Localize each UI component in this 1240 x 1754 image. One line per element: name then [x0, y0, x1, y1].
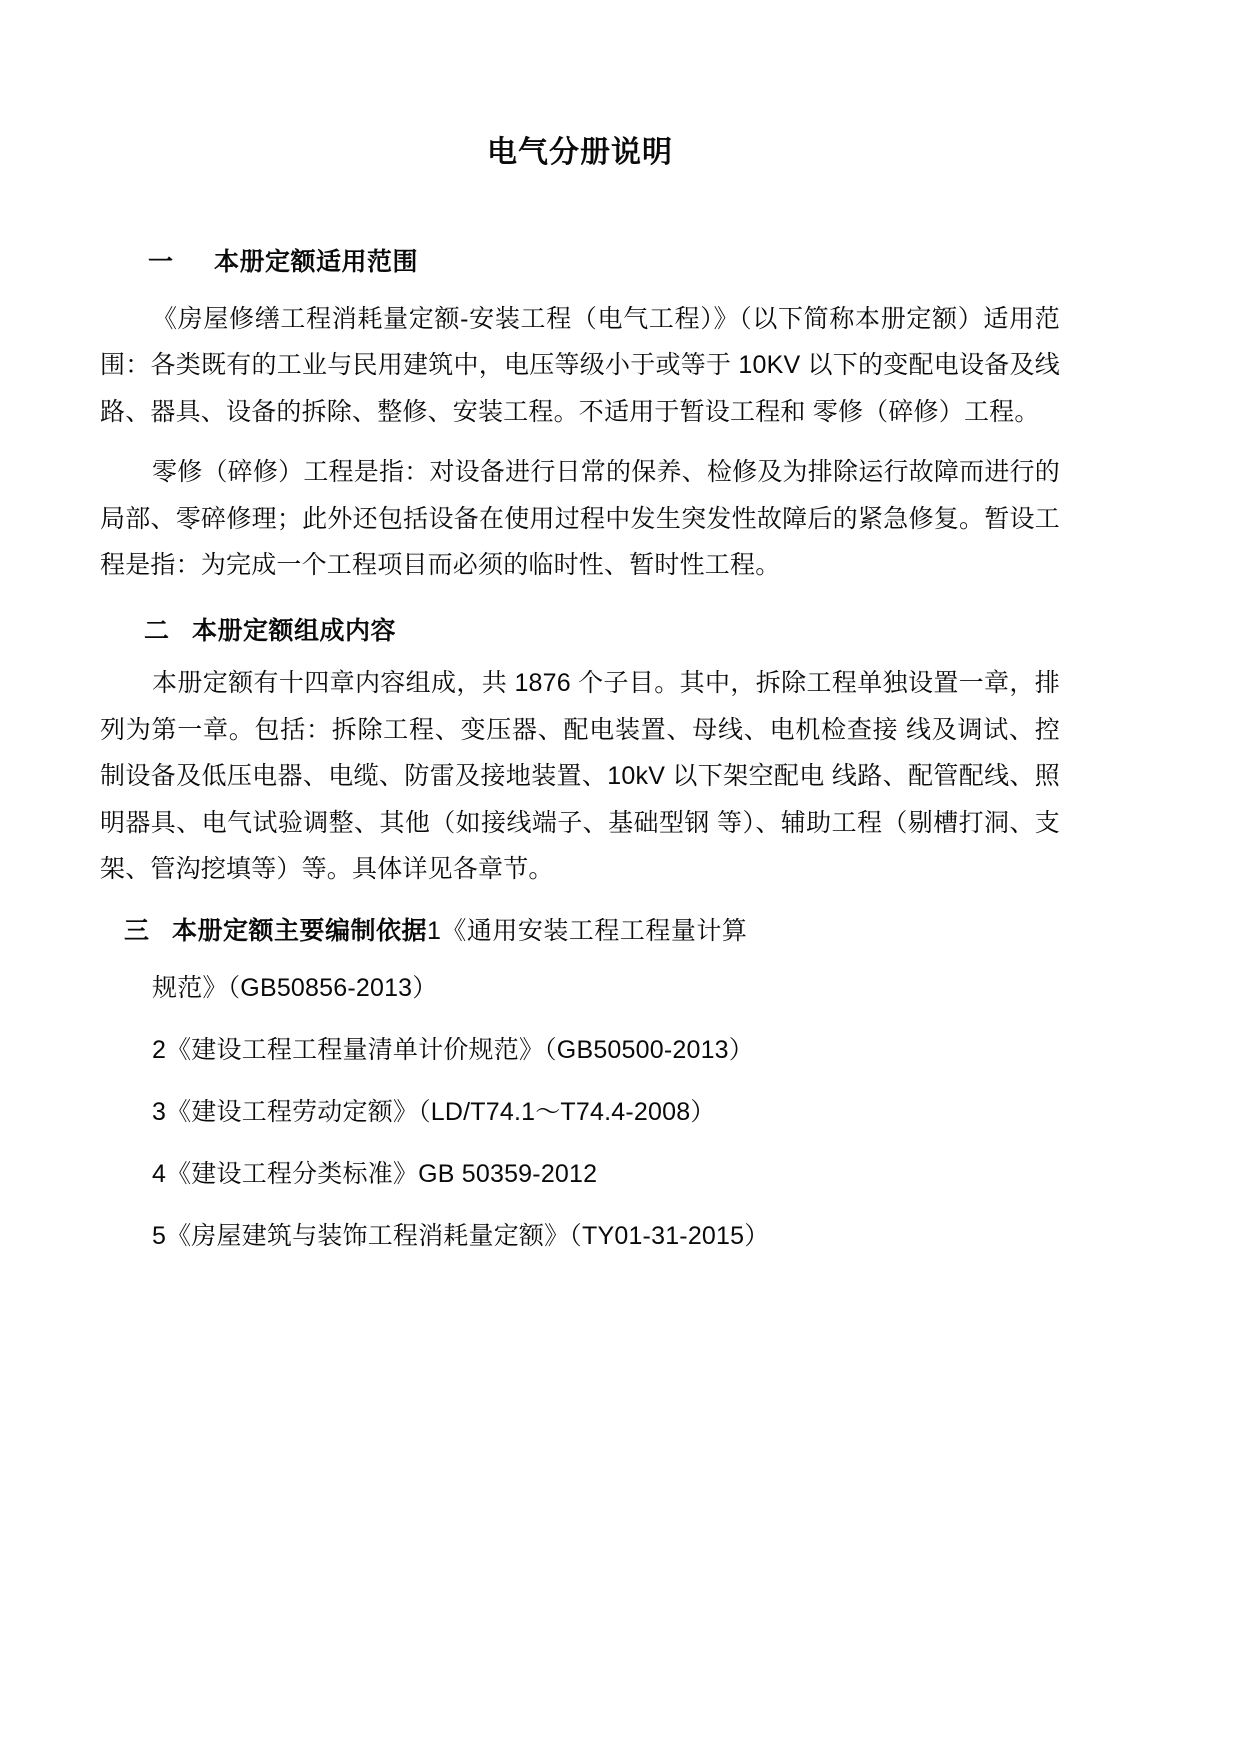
section-title-two: 本册定额组成内容	[192, 616, 397, 645]
reference-item-1-inline: 1《通用安装工程工程量计算	[427, 916, 748, 945]
section-number-two: 二	[144, 616, 170, 645]
section-title-three: 本册定额主要编制依据	[172, 916, 428, 945]
section-one-paragraph-1: 《房屋修缮工程消耗量定额-安装工程（电气工程）》（以下简称本册定额）适用范围：各类既有的工业与民用建筑中，电压等级小于或等于 10KV 以下的变配电设备及线路、器具、设备的拆除、整修、安装工程。不适用于暂设工程和 零修（碎修）工程。	[100, 304, 1060, 426]
reference-item-2: 2《建设工程工程量清单计价规范》（GB50500-2013）	[152, 1036, 754, 1064]
section-heading-two	[100, 589, 1060, 651]
section-number-one: 一	[148, 248, 174, 276]
section-title-one: 本册定额适用范围	[214, 248, 419, 276]
reference-item-4: 4《建设工程分类标准》GB 50359-2012	[152, 1160, 598, 1188]
section-two-paragraph-1: 本册定额有十四章内容组成，共 1876 个子目。其中，拆除工程单独设置一章，排列为第一章。包括：拆除工程、变压器、配电装置、母线、电机检查接 线及调试、控制设备及低压电器、电缆、防雷及接地装置、10kV 以下架空配电 线路、配管配线、照明器具、电气试验调整、其他（如接线端子、基础型钢 等）、辅助工程（剔槽打洞、支架、管沟挖填等）等。具体详见各章节。	[100, 669, 1060, 883]
section-number-three: 三	[124, 916, 150, 945]
reference-list	[100, 1008, 1060, 1256]
page-content	[100, 0, 1060, 1256]
reference-item-1-continued: 规范》（GB50856-2013）	[152, 974, 438, 1002]
reference-item-3: 3《建设工程劳动定额》（LD/T74.1～T74.4-2008）	[152, 1098, 716, 1126]
reference-item-5: 5《房屋建筑与装饰工程消耗量定额》（TY01-31-2015）	[152, 1222, 770, 1250]
section-one-paragraph-2: 零修（碎修）工程是指：对设备进行日常的保养、检修及为排除运行故障而进行的局部、零碎修理；此外还包括设备在使用过程中发生突发性故障后的紧急修复。暂设工程是指：为完成一个工程项目而必须的临时性、暂时性工程。	[100, 458, 1060, 579]
section-heading-three	[100, 893, 864, 951]
section-heading-one	[100, 172, 1060, 282]
page-title: 电气分册说明	[487, 136, 673, 169]
